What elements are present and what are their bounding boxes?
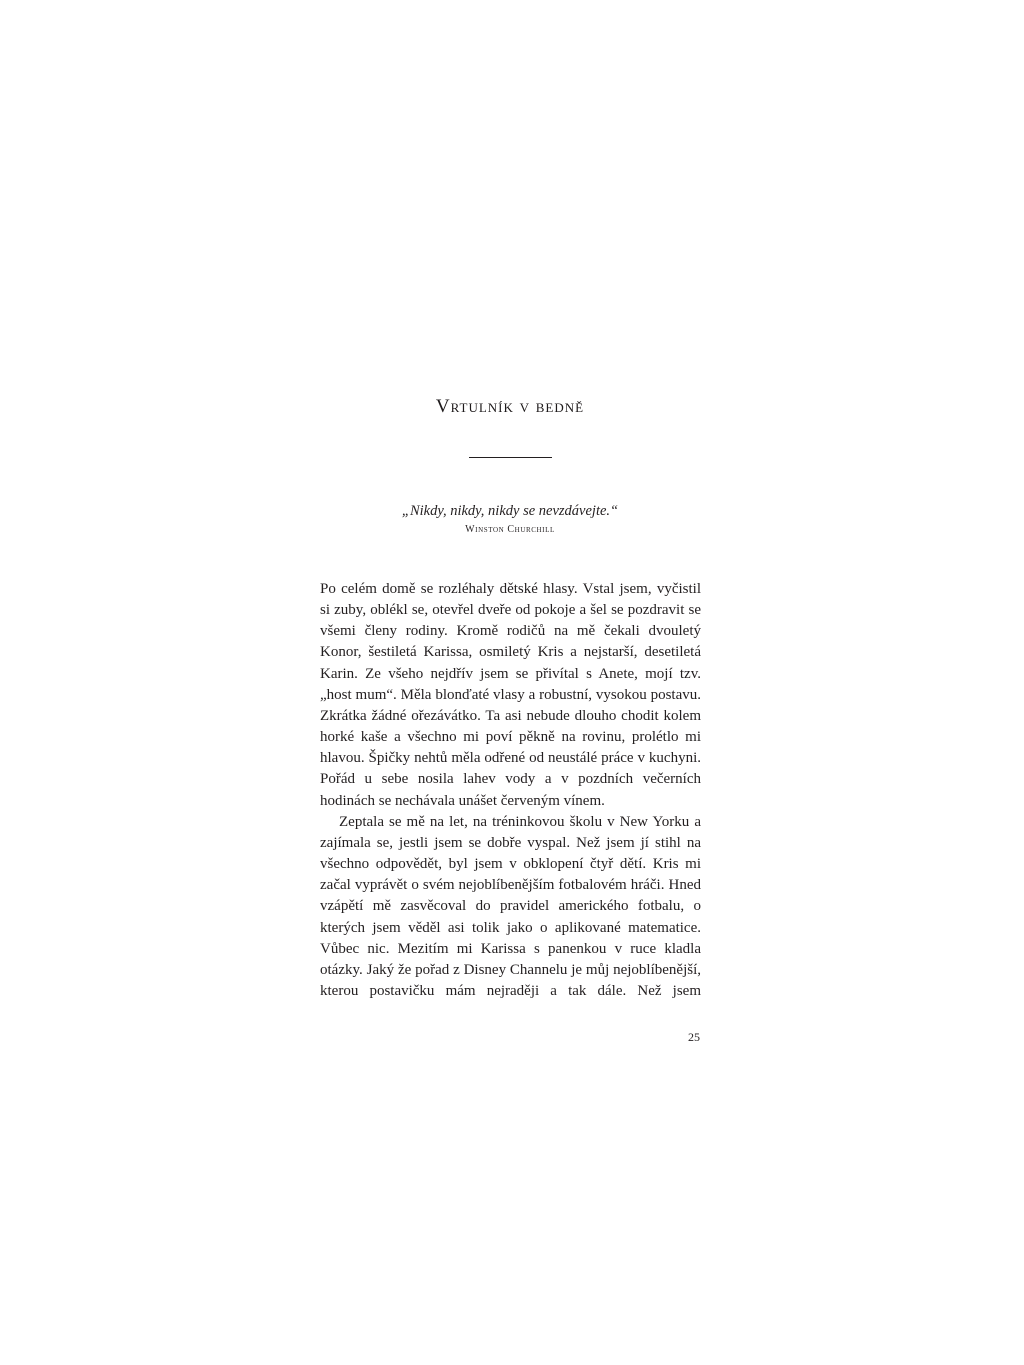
- epigraph: [320, 500, 700, 538]
- chapter-title: Vrtulník v bedně: [435, 396, 585, 417]
- epigraph-quote: „Nikdy, nikdy, nikdy se nevzdávejte.“: [401, 503, 619, 519]
- page-number: 25: [688, 1030, 700, 1044]
- body-text: [320, 579, 701, 1002]
- paragraph: Po celém domě se rozléhaly dětské hlasy. Vstal jsem, vyčistil si zuby, oblékl se, otevřel dveře od pokoje a šel se pozdravit se všemi členy rodiny. Kromě rodičů na mě čekali dvouletý Konor, šestiletá Karissa, osmiletý Kris a nejstarší, desetiletá Karin. Ze všeho nejdřív jsem se přivítal s Anete, mojí tzv. „host mum“. Měla blonďaté vlasy a robustní, vysokou postavu. Zkrátka žádné ořezávátko. Ta asi nebude dlouho chodit kolem horké kaše a všechno mi poví pěkně na rovinu, prolétlo mi hlavou. Špičky nehtů měla odřené od neustálé práce v kuchyni. Pořád u sebe nosila lahev vody a v pozdních večerních hodinách se nechávala unášet červeným vínem.: [320, 581, 701, 809]
- title-divider: [469, 457, 552, 458]
- epigraph-author: Winston Churchill: [465, 524, 555, 535]
- paragraph: Zeptala se mě na let, na tréninkovou školu v New Yorku a zajímala se, jestli jsem se dobře vyspal. Než jsem jí stihl na všechno odpovědět, byl jsem v obklopení čtyř dětí. Kris mi začal vyprávět o svém nejoblíbenějším fotbalovém hráči. Hned vzápětí mě zasvěcoval do pravidel amerického fotbalu, o kterých jsem věděl asi tolik jako o aplikované matematice. Vůbec nic. Mezitím mi Karissa s panenkou v ruce kladla otázky. Jaký že pořad z Disney Channelu je můj nejoblíbenější, kterou postavičku mám nejraději a tak dále. Než jsem: [320, 813, 701, 999]
